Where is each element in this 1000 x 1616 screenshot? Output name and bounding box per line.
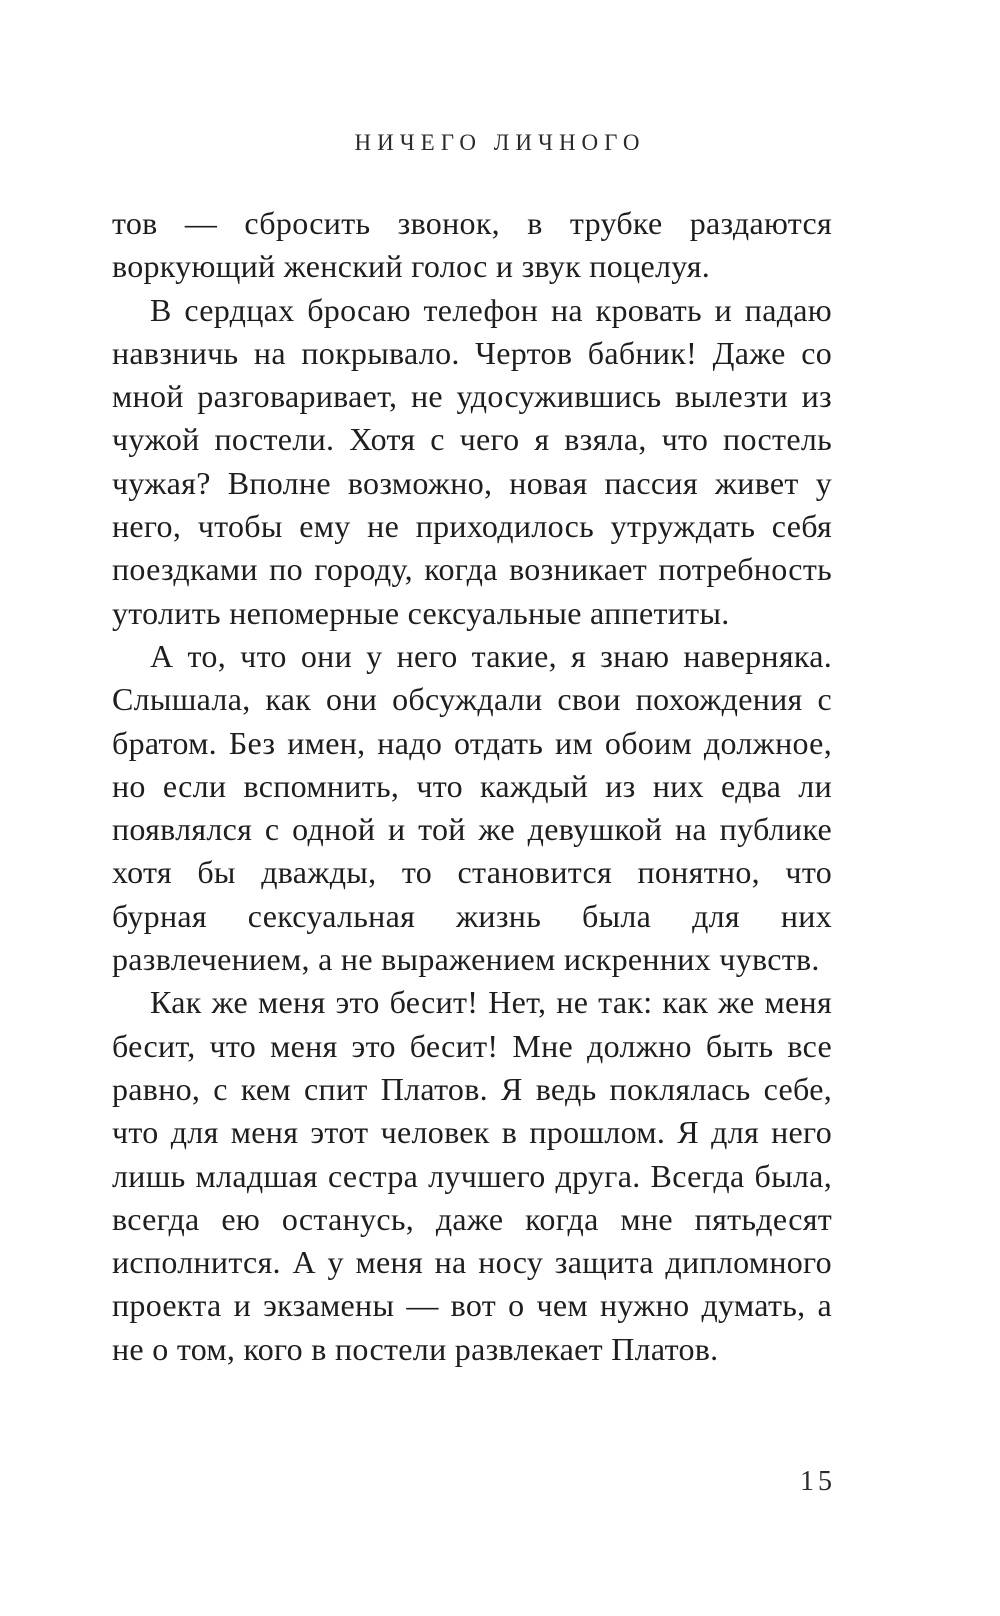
paragraph-2: В сердцах бросаю телефон на кровать и падаю навзничь на покрывало. Чертов бабник! Даже со мной разговаривает, не удосужившись вылезти из чужой постели. Хотя с чего я взяла, что постель чужая? Вполне возможно, новая пассия живет у него, чтобы ему не приходилось утруждать себя поездками по городу, когда возникает потребность утолить непомерные сексуальные аппетиты.	[112, 291, 832, 631]
page-number: 15	[800, 1466, 836, 1497]
paragraph-1: тов — сбросить звонок, в трубке раздаются воркующий женский голос и звук поцелуя.	[112, 205, 832, 285]
paragraph-4: Как же меня это бесит! Нет, не так: как же меня бесит, что меня это бесит! Мне должно быть все равно, с кем спит Платов. Я ведь поклялась себе, что для меня этот человек в прошлом. Я для него лишь младшая сестра лучшего друга. Всегда была, всегда ею останусь, даже когда мне пятьдесят исполнится. А у меня на носу защита дипломного проекта и экзамены — вот о чем нужно думать, а не о том, кого в постели развлекает Платов.	[112, 984, 832, 1367]
running-head: НИЧЕГО ЛИЧНОГО	[354, 130, 646, 155]
paragraph-3: А то, что они у него такие, я знаю наверняка. Слышала, как они обсуждали свои похождения с братом. Без имен, надо отдать им обоим должное, но если вспомнить, что каждый из них едва ли появлялся с одной и той же девушкой на публике хотя бы дважды, то становится понятно, что бурная сексуальная жизнь была для них развлечением, а не выражением искренних чувств.	[112, 637, 832, 978]
body-text	[112, 202, 832, 1371]
